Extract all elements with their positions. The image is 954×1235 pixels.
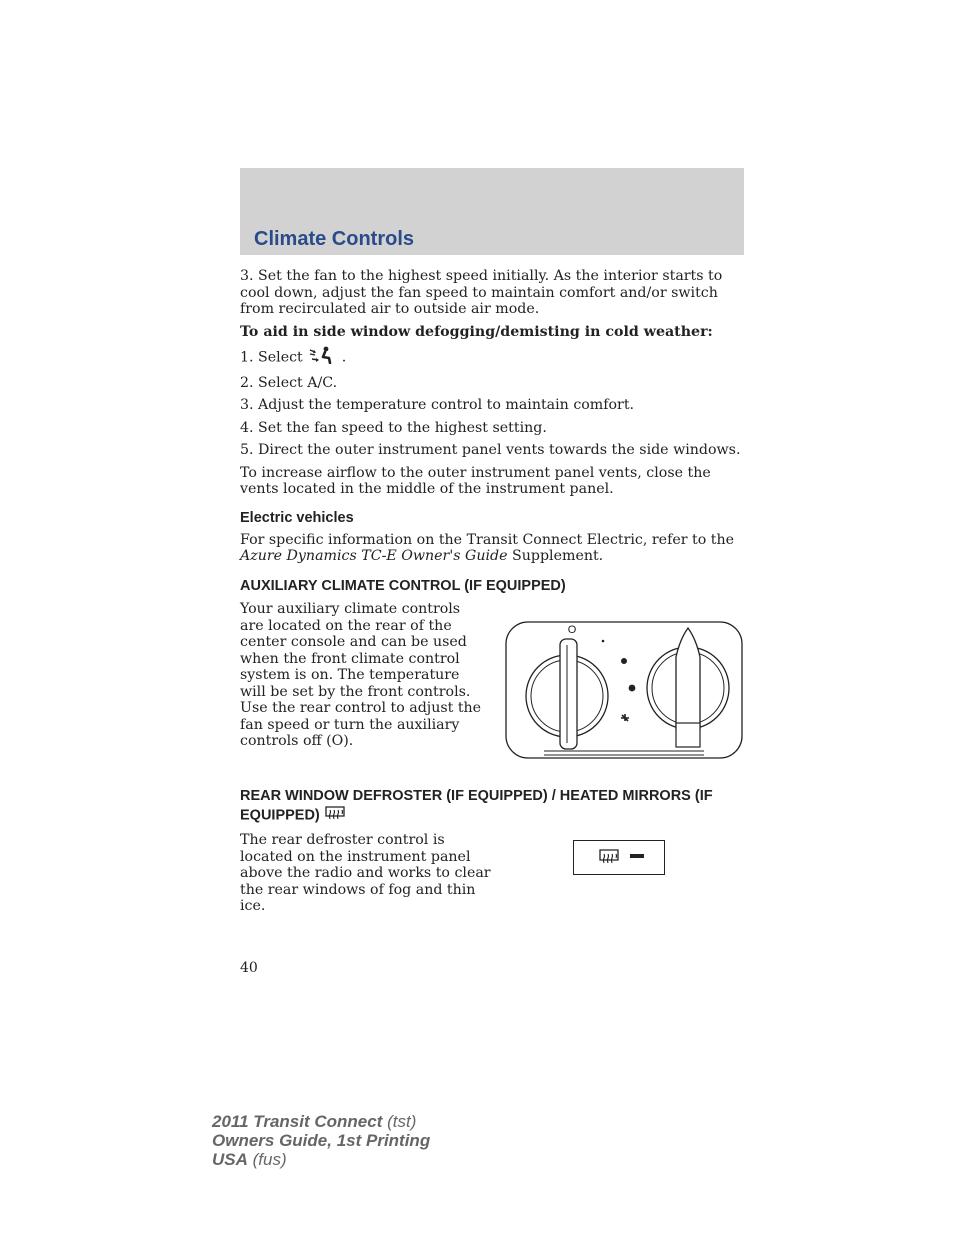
footer-guide: Owners Guide, 1st Printing xyxy=(212,1131,431,1150)
electric-vehicles-heading: Electric vehicles xyxy=(240,509,354,526)
defroster-button-figure xyxy=(573,840,665,875)
electric-vehicles-text xyxy=(240,532,744,565)
select-step-5: 5. Direct the outer instrument panel vents towards the side windows. xyxy=(240,442,741,458)
footer-line-3 xyxy=(212,1150,430,1169)
select-step-1 xyxy=(240,346,744,369)
defroster-heading-text: REAR WINDOW DEFROSTER (IF EQUIPPED) / HEATED MIRRORS (IF EQUIPPED) xyxy=(240,788,713,824)
defroster-text: The rear defroster control is located on the instrument panel above the radio and works to clear the rear windows of fog and thin ice. xyxy=(240,832,491,914)
section-title: Climate Controls xyxy=(254,228,415,250)
electric-text-suffix: Supplement. xyxy=(512,548,604,564)
auxiliary-text: Your auxiliary climate controls are located on the rear of the center console and can be used when the front climate control system is on. The temperature will be set by the front controls. Use the rear control to adjust the fan speed or turn the auxiliary controls off (O). xyxy=(240,601,482,749)
step-1-prefix: 1. Select xyxy=(240,349,303,366)
airflow-note: To increase airflow to the outer instrument panel vents, close the vents located in the middle of the instrument panel. xyxy=(240,464,711,497)
page-number: 40 xyxy=(240,960,258,976)
footer-market: USA xyxy=(212,1150,248,1169)
select-step-3: 3. Adjust the temperature control to maintain comfort. xyxy=(240,397,635,413)
step-1-suffix: . xyxy=(341,349,347,366)
floor-defrost-mode-icon xyxy=(307,346,337,369)
intro-step-3: 3. Set the fan to the highest speed initially. As the interior starts to cool down, adjust the fan speed to maintain comfort and/or switch from recirculated air to outside air mode. xyxy=(240,268,723,317)
select-step-2: 2. Select A/C. xyxy=(240,374,338,391)
defroster-heading xyxy=(240,787,744,826)
footer-line-1 xyxy=(212,1112,430,1131)
select-step-4: 4. Set the fan speed to the highest setting. xyxy=(240,419,547,436)
footer-model-code: (tst) xyxy=(387,1112,417,1131)
section-header-band xyxy=(240,168,744,255)
auxiliary-row xyxy=(240,601,744,750)
rear-defrost-icon xyxy=(324,805,346,826)
intro-content xyxy=(240,268,744,571)
side-window-heading: To aid in side window defogging/demisting in cold weather: xyxy=(240,323,713,340)
footer-line-2 xyxy=(212,1131,430,1150)
electric-text-prefix: For specific information on the Transit Connect Electric, refer to the xyxy=(240,531,735,548)
electric-guide-title: Azure Dynamics TC-E Owner's Guide xyxy=(240,548,508,564)
document-footer xyxy=(212,1112,430,1169)
auxiliary-heading: AUXILIARY CLIMATE CONTROL (IF EQUIPPED) xyxy=(240,578,566,594)
footer-model: 2011 Transit Connect xyxy=(212,1112,383,1131)
aux-off-label: O xyxy=(567,624,577,636)
defroster-section xyxy=(240,787,744,921)
footer-market-code: (fus) xyxy=(252,1150,287,1169)
auxiliary-section xyxy=(240,577,744,756)
auxiliary-control-figure xyxy=(504,621,744,763)
